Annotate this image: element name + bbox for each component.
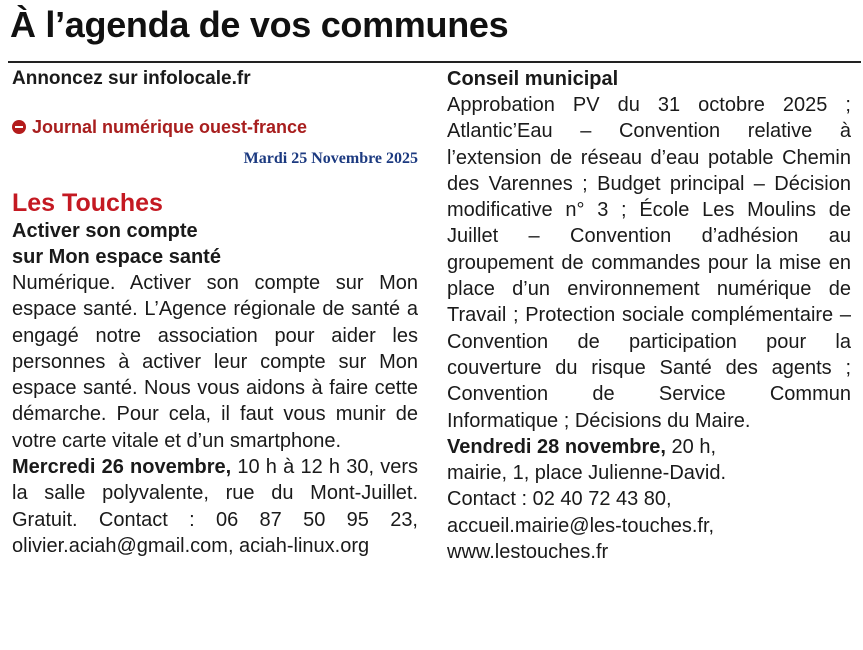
article-title-line-1: Activer son compte xyxy=(12,220,198,242)
commune-heading: Les Touches xyxy=(12,189,163,217)
page-title: À l’agenda de vos communes xyxy=(10,4,509,45)
meeting-contact: Contact : 02 40 72 43 80, xyxy=(447,488,672,511)
meeting-date-line xyxy=(447,434,851,460)
title-divider xyxy=(8,61,861,63)
event-details: 10 h à 12 h 30, vers la salle polyvalente, rue du Mont-Juillet. Gratuit. Contact : 06 87 50 95 23, olivier.aciah@gmail.com, aciah-linux.org xyxy=(12,456,418,557)
journal-line xyxy=(12,116,418,138)
article-title-line-2: sur Mon espace santé xyxy=(12,246,221,268)
event-paragraph xyxy=(12,454,418,559)
left-column xyxy=(12,66,418,559)
article-body: Numérique. Activer son compte sur Mon espace santé. L’Agence régionale de santé a engagé notre association pour aider les personnes à activer leur compte sur Mon espace santé. Nous vous aidons à faire cette démarche. Pour cela, il faut vous munir de votre carte vitale et d’un smartphone. xyxy=(12,272,418,452)
event-date: Mercredi 26 novembre, xyxy=(12,456,232,479)
meeting-time: 20 h, xyxy=(665,435,717,458)
meeting-website[interactable]: www.lestouches.fr xyxy=(447,541,609,564)
meeting-location: mairie, 1, place Julienne-David. xyxy=(447,462,727,485)
journal-label: Journal numérique ouest-france xyxy=(32,117,308,137)
council-agenda: Approbation PV du 31 octobre 2025 ; Atlantic’Eau – Convention relative à l’extension de réseau d’eau potable Chemin des Varennes ; Budget principal – Décision modificative n° 3 ; École Les Moulins de Juillet – Convention d’adhésion au groupement de commandes pour la mise en place d’un environnement numérique de Travail ; Protection sociale complémentaire – Convention de participation pour la couverture du risque Santé des agents ; Convention de Service Commun Informatique ; Décisions du Maire. xyxy=(447,94,851,432)
meeting-email[interactable]: accueil.mairie@les-touches.fr, xyxy=(447,514,715,537)
journal-logo-icon xyxy=(12,120,26,134)
right-column xyxy=(447,66,851,565)
announce-link[interactable]: Annoncez sur infolocale.fr xyxy=(12,68,251,89)
publication-date: Mardi 25 Novembre 2025 xyxy=(243,150,418,167)
section-title: Conseil municipal xyxy=(447,68,619,90)
meeting-date: Vendredi 28 novembre, xyxy=(447,435,666,458)
